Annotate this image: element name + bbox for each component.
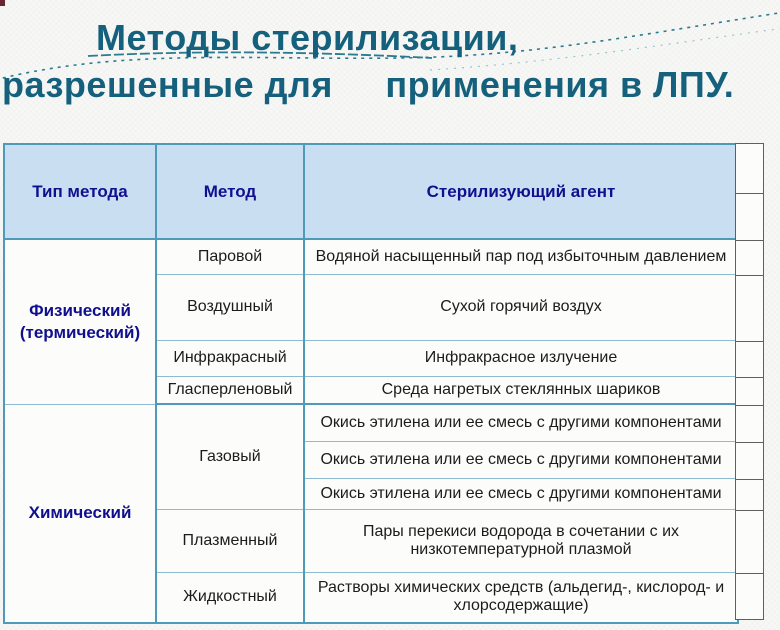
- side-column-cell: [736, 241, 763, 276]
- title-line-2: разрешенные для применения в ЛПУ.: [2, 64, 735, 105]
- title-line-1: Методы стерилизации,: [96, 17, 519, 58]
- agent-cell: Пары перекиси водорода в сочетании с их низкотемпературной плазмой: [304, 509, 738, 572]
- section-physical-cell: Физический (термический): [4, 239, 156, 404]
- side-column-cell: [736, 480, 763, 511]
- method-cell: Инфракрасный: [156, 340, 304, 376]
- side-column-cell: [736, 144, 763, 194]
- agent-cell: Водяной насыщенный пар под избыточным давлением: [304, 239, 738, 274]
- side-column-cell: [736, 574, 763, 619]
- side-column-cell: [736, 406, 763, 443]
- section-chemical-cell: Химический: [4, 404, 156, 623]
- agent-cell: Среда нагретых стеклянных шариков: [304, 376, 738, 404]
- method-cell: Гласперленовый: [156, 376, 304, 404]
- slide-title: [0, 14, 780, 108]
- sterilization-methods-table: [3, 143, 739, 624]
- method-cell: Плазменный: [156, 509, 304, 572]
- method-cell: Газовый: [156, 404, 304, 509]
- agent-cell: Окись этилена или ее смесь с другими компонентами: [304, 441, 738, 478]
- table-row: [4, 239, 738, 274]
- table-header-row: [4, 144, 738, 239]
- side-column-cell: [736, 378, 763, 406]
- side-column-cell: [736, 276, 763, 342]
- side-column-cell: [736, 511, 763, 574]
- side-column-cell: [736, 342, 763, 378]
- agent-cell: Инфракрасное излучение: [304, 340, 738, 376]
- header-agent-cell: Стерилизующий агент: [304, 144, 738, 239]
- side-column-cell: [736, 443, 763, 480]
- method-cell: Жидкостный: [156, 572, 304, 623]
- table-row: [4, 404, 738, 441]
- side-column-cell: [736, 194, 763, 241]
- header-method-cell: Метод: [156, 144, 304, 239]
- method-cell: Паровой: [156, 239, 304, 274]
- agent-cell: Растворы химических средств (альдегид-, кислород- и хлорсодержащие): [304, 572, 738, 623]
- agent-cell: Окись этилена или ее смесь с другими компонентами: [304, 478, 738, 509]
- method-cell: Воздушный: [156, 274, 304, 340]
- agent-cell: Сухой горячий воздух: [304, 274, 738, 340]
- side-empty-column: [735, 143, 764, 620]
- header-type-cell: Тип метода: [4, 144, 156, 239]
- agent-cell: Окись этилена или ее смесь с другими компонентами: [304, 404, 738, 441]
